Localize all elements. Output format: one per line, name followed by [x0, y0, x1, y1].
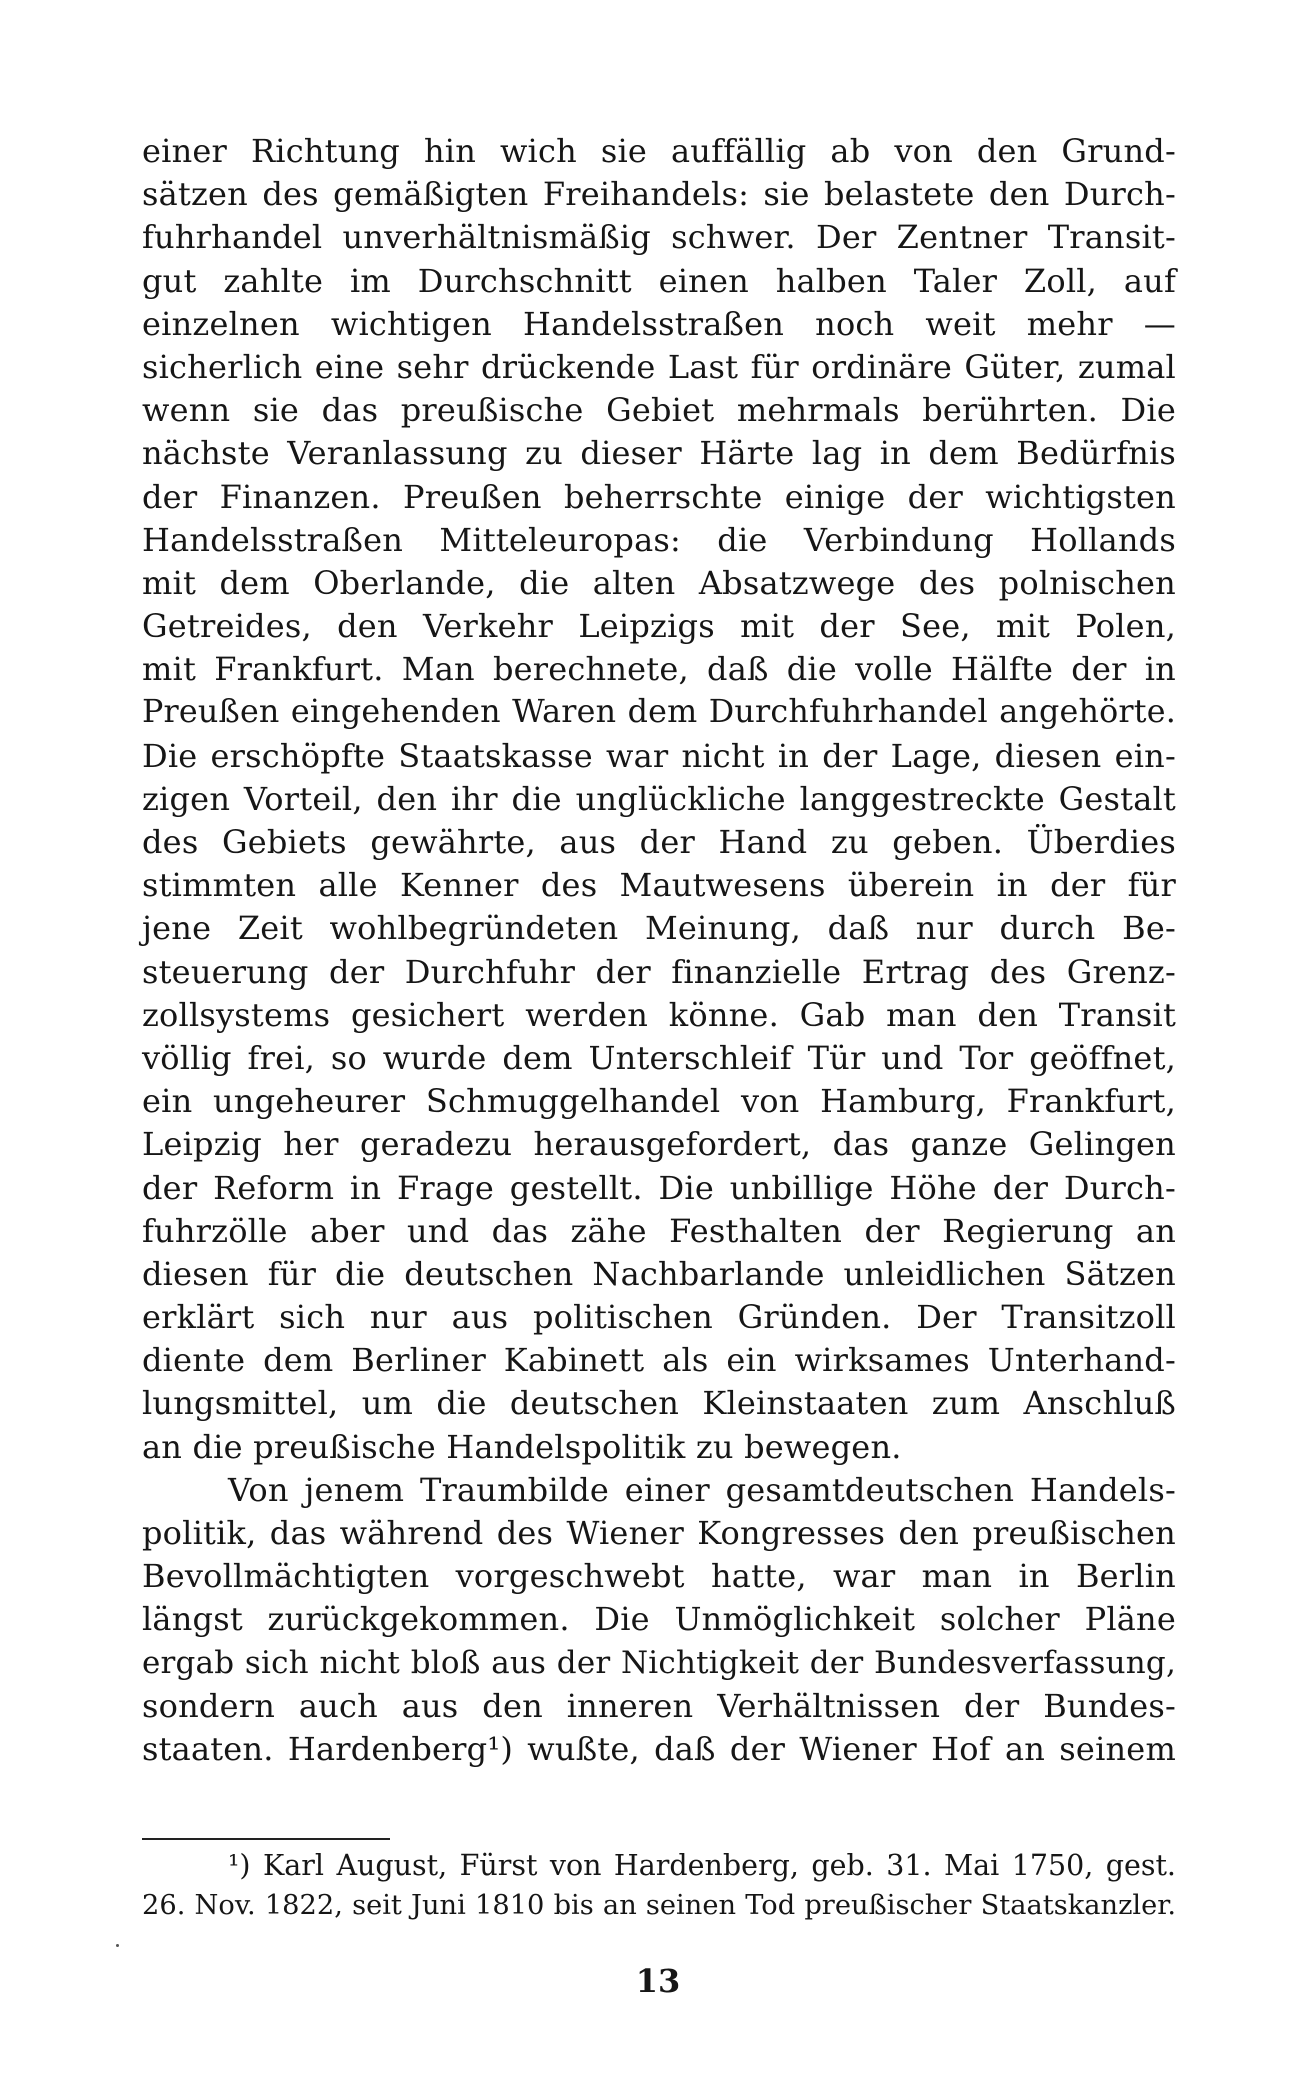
footnotes [142, 1846, 1176, 1926]
text-line: ein ungeheurer Schmuggelhandel von Hamburg, Frankfurt, [142, 1082, 1176, 1121]
text-line: fuhrzölle aber und das zähe Festhalten der Regierung an [142, 1211, 1176, 1250]
text-line: jene Zeit wohlbegründeten Meinung, daß nur durch Be- [142, 909, 1176, 948]
body-text [142, 130, 1176, 1771]
footnote-divider [142, 1838, 390, 1840]
text-line: der Reform in Frage gestellt. Die unbillige Höhe der Durch- [142, 1168, 1176, 1207]
paragraph-start-line: Von jenem Traumbilde einer gesamtdeutschen Handels- [228, 1470, 1176, 1509]
text-line: mit Frankfurt. Man berechnete, daß die volle Hälfte der in [142, 650, 1176, 689]
text-line: Bevollmächtigten vorgeschwebt hatte, war man in Berlin [142, 1557, 1176, 1596]
text-line: zollsystems gesichert werden könne. Gab man den Transit [142, 995, 1176, 1034]
text-line: ergab sich nicht bloß aus der Nichtigkeit der Bundesverfassung, [142, 1644, 1176, 1681]
text-line: der Finanzen. Preußen beherrschte einige der wichtigsten [142, 477, 1176, 516]
text-line: völlig frei, so wurde dem Unterschleif Tür und Tor geöffnet, [142, 1038, 1176, 1077]
text-line: diente dem Berliner Kabinett als ein wirksames Unterhand- [142, 1341, 1176, 1380]
text-line: einzelnen wichtigen Handelsstraßen noch weit mehr — [142, 304, 1176, 343]
print-speck [116, 1944, 119, 1947]
text-line: wenn sie das preußische Gebiet mehrmals berührten. Die [142, 391, 1176, 430]
paragraph-end-line: an die preußische Handelspolitik zu bewegen. [142, 1427, 902, 1466]
text-line: staaten. Hardenberg¹) wußte, daß der Wiener Hof an seinem [142, 1729, 1176, 1768]
text-line: Getreides, den Verkehr Leipzigs mit der See, mit Polen, [142, 607, 1176, 646]
text-line: sätzen des gemäßigten Freihandels: sie belastete den Durch- [142, 175, 1176, 214]
text-line: Preußen eingehenden Waren dem Durchfuhrhandel angehörte. [142, 694, 1176, 731]
footnote-line: ¹) Karl August, Fürst von Hardenberg, geb. 31. Mai 1750, gest. [228, 1849, 1176, 1882]
text-line: sicherlich eine sehr drückende Last für ordinäre Güter, zumal [142, 347, 1176, 386]
text-line: Leipzig her geradezu herausgefordert, das ganze Gelingen [142, 1125, 1176, 1164]
text-line: steuerung der Durchfuhr der finanzielle Ertrag des Grenz- [142, 952, 1176, 991]
text-line: Handelsstraßen Mitteleuropas: die Verbindung Hollands [142, 520, 1176, 559]
text-line: stimmten alle Kenner des Mautwesens überein in der für [142, 866, 1176, 905]
text-line: mit dem Oberlande, die alten Absatzwege des polnischen [142, 563, 1176, 602]
text-line: einer Richtung hin wich sie auffällig ab von den Grund- [142, 132, 1176, 170]
footnote-line: 26. Nov. 1822, seit Juni 1810 bis an seinen Tod preußischer Staatskanzler. [142, 1890, 1176, 1921]
page-number: 13 [635, 1962, 681, 2000]
text-line: Die erschöpfte Staatskasse war nicht in der Lage, diesen ein- [142, 736, 1176, 775]
text-line: politik, das während des Wiener Kongresses den preußischen [142, 1514, 1176, 1552]
text-line: zigen Vorteil, den ihr die unglückliche langgestreckte Gestalt [142, 779, 1176, 818]
text-line: diesen für die deutschen Nachbarlande unleidlichen Sätzen [142, 1254, 1176, 1293]
text-line: erklärt sich nur aus politischen Gründen. Der Transitzoll [142, 1298, 1176, 1337]
text-line: lungsmittel, um die deutschen Kleinstaaten zum Anschluß [142, 1384, 1176, 1423]
text-line: nächste Veranlassung zu dieser Härte lag in dem Bedürfnis [142, 434, 1176, 473]
text-line: fuhrhandel unverhältnismäßig schwer. Der Zentner Transit- [142, 218, 1176, 257]
text-line: längst zurückgekommen. Die Unmöglichkeit solcher Pläne [142, 1600, 1176, 1639]
text-line: gut zahlte im Durchschnitt einen halben Taler Zoll, auf [142, 261, 1176, 300]
text-line: sondern auch aus den inneren Verhältnissen der Bundes- [142, 1686, 1176, 1725]
text-line: des Gebiets gewährte, aus der Hand zu geben. Überdies [142, 823, 1176, 861]
